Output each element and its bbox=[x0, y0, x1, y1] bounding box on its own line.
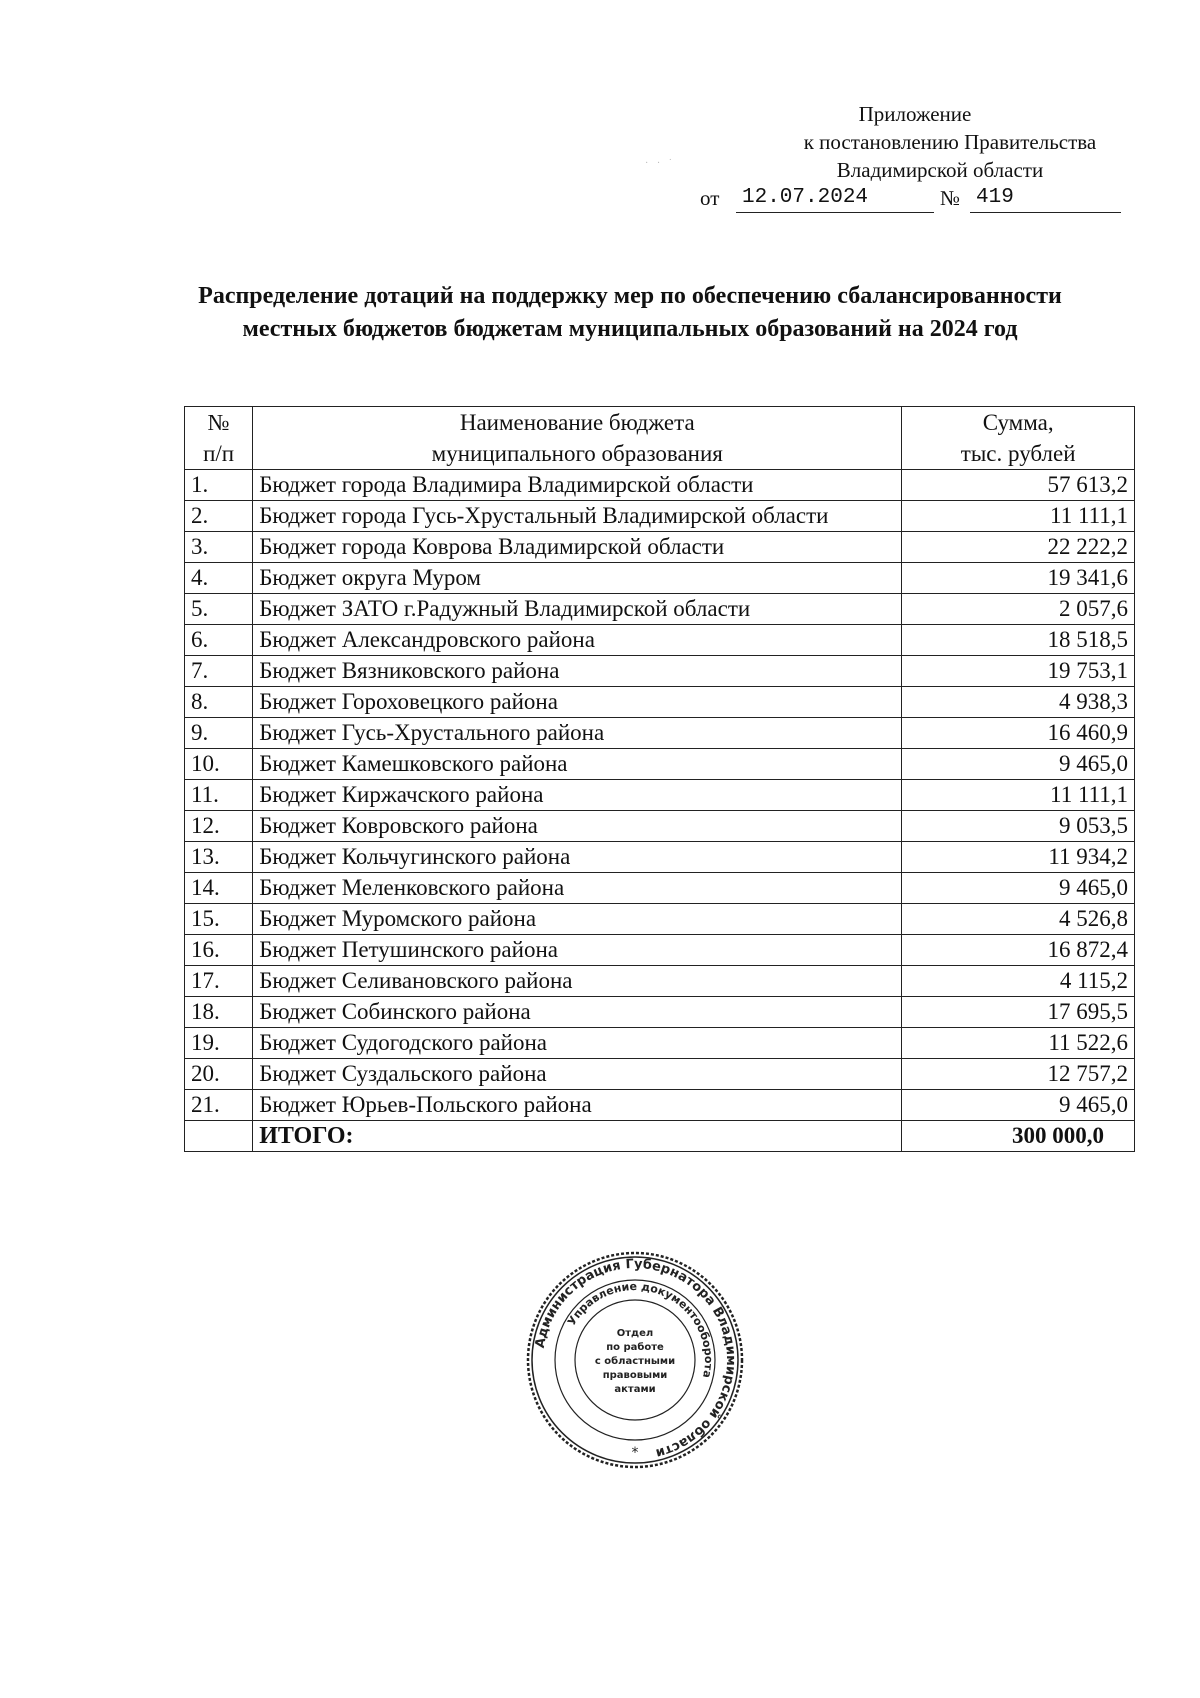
header-name-line1: Наименование бюджета bbox=[459, 410, 695, 435]
row-amount: 12 757,2 bbox=[902, 1059, 1135, 1090]
row-number: 5. bbox=[185, 594, 253, 625]
from-label: от bbox=[700, 186, 720, 210]
row-budget-name: Бюджет города Коврова Владимирской области bbox=[253, 532, 902, 563]
approval-line-appendix: Приложение bbox=[858, 102, 972, 126]
row-budget-name: Бюджет ЗАТО г.Радужный Владимирской области bbox=[253, 594, 902, 625]
table-row bbox=[185, 842, 1135, 873]
total-amount: 300 000,0 bbox=[902, 1121, 1135, 1152]
table-row bbox=[185, 904, 1135, 935]
row-amount: 9 465,0 bbox=[902, 873, 1135, 904]
row-budget-name: Бюджет Камешковского района bbox=[253, 749, 902, 780]
row-budget-name: Бюджет Меленковского района bbox=[253, 873, 902, 904]
row-number: 12. bbox=[185, 811, 253, 842]
stamp-inner-text: Управление документооборота bbox=[565, 1279, 716, 1380]
approval-line-resolution: к постановлению Правительства bbox=[803, 130, 1097, 154]
approval-block bbox=[700, 100, 1120, 212]
row-number: 13. bbox=[185, 842, 253, 873]
table-row bbox=[185, 532, 1135, 563]
table-body bbox=[185, 470, 1135, 1121]
table-row bbox=[185, 625, 1135, 656]
row-amount: 22 222,2 bbox=[902, 532, 1135, 563]
row-number: 10. bbox=[185, 749, 253, 780]
row-amount: 16 872,4 bbox=[902, 935, 1135, 966]
row-number: 3. bbox=[185, 532, 253, 563]
row-number: 1. bbox=[185, 470, 253, 501]
row-amount: 17 695,5 bbox=[902, 997, 1135, 1028]
row-amount: 11 522,6 bbox=[902, 1028, 1135, 1059]
stamp-outer-text: Администрация Губернатора Владимирской области bbox=[532, 1256, 739, 1461]
table-row bbox=[185, 594, 1135, 625]
row-budget-name: Бюджет Муромского района bbox=[253, 904, 902, 935]
table-row bbox=[185, 997, 1135, 1028]
total-row bbox=[185, 1121, 1135, 1152]
table-row bbox=[185, 501, 1135, 532]
approval-date-line bbox=[700, 184, 1120, 212]
header-num-line2: п/п bbox=[203, 441, 235, 466]
header-name-line2: муниципального образования bbox=[431, 441, 723, 466]
row-amount: 19 753,1 bbox=[902, 656, 1135, 687]
row-amount: 19 341,6 bbox=[902, 563, 1135, 594]
row-number: 8. bbox=[185, 687, 253, 718]
row-budget-name: Бюджет Судогодского района bbox=[253, 1028, 902, 1059]
table-row bbox=[185, 470, 1135, 501]
row-number: 15. bbox=[185, 904, 253, 935]
table-row bbox=[185, 718, 1135, 749]
row-amount: 16 460,9 bbox=[902, 718, 1135, 749]
row-amount: 11 111,1 bbox=[902, 501, 1135, 532]
row-number: 9. bbox=[185, 718, 253, 749]
table-row bbox=[185, 656, 1135, 687]
row-number: 4. bbox=[185, 563, 253, 594]
table-row bbox=[185, 1090, 1135, 1121]
table-row bbox=[185, 935, 1135, 966]
stamp-center-line2: по работе bbox=[606, 1342, 664, 1353]
stamp-center-line3: с областными bbox=[594, 1356, 676, 1367]
row-amount: 4 115,2 bbox=[902, 966, 1135, 997]
row-amount: 9 053,5 bbox=[902, 811, 1135, 842]
row-budget-name: Бюджет Собинского района bbox=[253, 997, 902, 1028]
stamp-center-line5: актами bbox=[614, 1384, 656, 1395]
row-amount: 11 934,2 bbox=[902, 842, 1135, 873]
row-number: 20. bbox=[185, 1059, 253, 1090]
row-budget-name: Бюджет города Гусь-Хрустальный Владимирской области bbox=[253, 501, 902, 532]
row-budget-name: Бюджет Киржачского района bbox=[253, 780, 902, 811]
total-label: ИТОГО: bbox=[253, 1121, 902, 1152]
row-amount: 57 613,2 bbox=[902, 470, 1135, 501]
row-amount: 9 465,0 bbox=[902, 749, 1135, 780]
total-num-cell bbox=[185, 1121, 253, 1152]
stamp-center-line1: Отдел bbox=[616, 1328, 654, 1339]
row-amount: 4 938,3 bbox=[902, 687, 1135, 718]
row-number: 7. bbox=[185, 656, 253, 687]
row-budget-name: Бюджет Петушинского района bbox=[253, 935, 902, 966]
row-number: 2. bbox=[185, 501, 253, 532]
table-row bbox=[185, 563, 1135, 594]
header-amount-line2: тыс. рублей bbox=[960, 441, 1076, 466]
header-name bbox=[253, 407, 902, 470]
row-number: 6. bbox=[185, 625, 253, 656]
table-row bbox=[185, 1028, 1135, 1059]
table-row bbox=[185, 749, 1135, 780]
table-header-row bbox=[185, 407, 1135, 470]
row-budget-name: Бюджет Гусь-Хрустального района bbox=[253, 718, 902, 749]
row-budget-name: Бюджет Юрьев-Польского района bbox=[253, 1090, 902, 1121]
row-budget-name: Бюджет Гороховецкого района bbox=[253, 687, 902, 718]
table-row bbox=[185, 811, 1135, 842]
header-num-line1: № bbox=[207, 410, 230, 435]
row-budget-name: Бюджет Суздальского района bbox=[253, 1059, 902, 1090]
row-budget-name: Бюджет Ковровского района bbox=[253, 811, 902, 842]
row-budget-name: Бюджет Кольчугинского района bbox=[253, 842, 902, 873]
table-row bbox=[185, 873, 1135, 904]
row-budget-name: Бюджет Селивановского района bbox=[253, 966, 902, 997]
row-number: 21. bbox=[185, 1090, 253, 1121]
approval-number: 419 bbox=[970, 184, 1121, 213]
number-label: № bbox=[940, 186, 961, 210]
approval-date: 12.07.2024 bbox=[736, 184, 934, 213]
row-amount: 2 057,6 bbox=[902, 594, 1135, 625]
row-amount: 18 518,5 bbox=[902, 625, 1135, 656]
stamp-center-line4: правовыми bbox=[602, 1370, 668, 1381]
row-amount: 4 526,8 bbox=[902, 904, 1135, 935]
row-number: 16. bbox=[185, 935, 253, 966]
table-row bbox=[185, 1059, 1135, 1090]
row-budget-name: Бюджет Александровского района bbox=[253, 625, 902, 656]
header-amount bbox=[902, 407, 1135, 470]
row-budget-name: Бюджет города Владимира Владимирской области bbox=[253, 470, 902, 501]
row-number: 14. bbox=[185, 873, 253, 904]
approval-line-region: Владимирской области bbox=[836, 158, 1044, 182]
row-number: 18. bbox=[185, 997, 253, 1028]
row-number: 19. bbox=[185, 1028, 253, 1059]
row-number: 17. bbox=[185, 966, 253, 997]
row-budget-name: Бюджет округа Муром bbox=[253, 563, 902, 594]
table-row bbox=[185, 966, 1135, 997]
header-num bbox=[185, 407, 253, 470]
document-title: Распределение дотаций на поддержку мер по обеспечению сбалансированности местных бюджетов бюджетам муниципальных образований на 2024 год bbox=[198, 283, 1062, 342]
stamp-star: * bbox=[631, 1445, 639, 1461]
header-amount-line1: Сумма, bbox=[982, 410, 1054, 435]
row-amount: 11 111,1 bbox=[902, 780, 1135, 811]
scan-smudge: · · ˙ bbox=[645, 158, 675, 169]
table-row bbox=[185, 780, 1135, 811]
row-budget-name: Бюджет Вязниковского района bbox=[253, 656, 902, 687]
table-row bbox=[185, 687, 1135, 718]
row-amount: 9 465,0 bbox=[902, 1090, 1135, 1121]
row-number: 11. bbox=[185, 780, 253, 811]
budget-table bbox=[184, 406, 1135, 1152]
official-stamp bbox=[525, 1250, 745, 1470]
